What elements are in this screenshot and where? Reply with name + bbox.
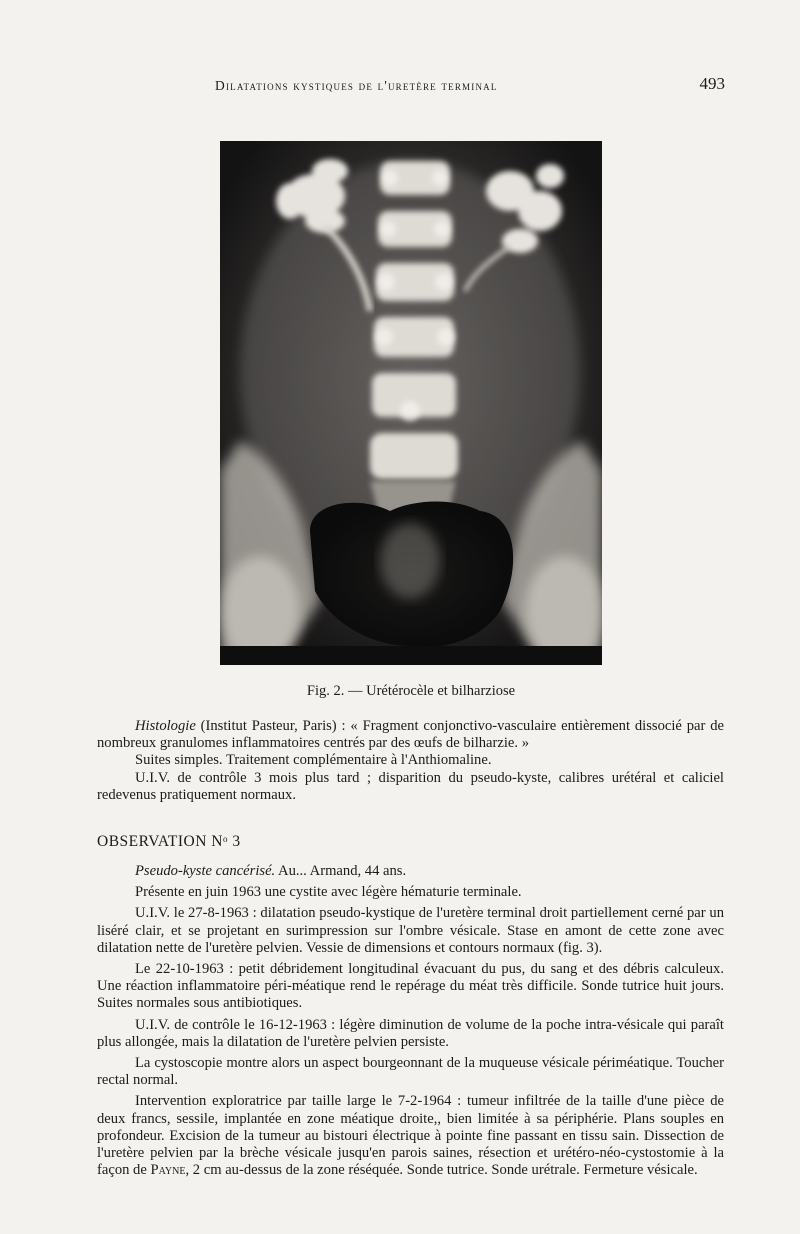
running-title: Dilatations kystiques de l'uretère terminal <box>215 78 498 93</box>
running-header <box>97 76 725 98</box>
paragraph: Le 22-10-1963 : petit débridement longitudinal évacuant du pus, du sang et des débris calculeux. Une réaction inflammatoire péri-méatique rend le repérage du méat très difficile. Sonde tutrice huit jours. Suites normales sous antibiotiques. <box>97 961 724 1012</box>
suites-paragraph: Suites simples. Traitement complémentaire à l'Anthiomaline. <box>135 752 492 769</box>
section-heading: OBSERVATION $N^o$ 3 <box>97 833 241 850</box>
paragraph: Intervention exploratrice par taille large le 7-2-1964 : tumeur infiltrée de la taille d'une pièce de deux francs, sessile, implantée en zone méatique droite,, bien limitée à sa périphérie. Plans souples en profondeur. Excision de la tumeur au bistouri électrique à pointe fine passant en tissu sain. Dissection de l'uretère pelvien par la brèche vésicale jusqu'en parois saines, résection et urétéro-néo-cystostomie à la façon de Payne, 2 cm au-dessus de la zone réséquée. Sonde tutrice. Sonde urétrale. Fermeture vésicale. <box>97 1093 724 1179</box>
histology-block <box>97 718 724 804</box>
histology-text: (Institut Pasteur, Paris) : « Fragment conjonctivo-vasculaire entièrement dissocié par de nombreux granulomes inflammatoires centrés par des œufs de bilharzie. » <box>97 718 724 752</box>
paragraph: U.I.V. de contrôle le 16-12-1963 : légère diminution de volume de la poche intra-vésicale qui paraît plus allongée, mais la dilatation de l'uretère pelvien persiste. <box>97 1016 724 1050</box>
page-number: 493 <box>699 74 725 93</box>
figure-caption: Fig. 2. — Urétérocèle et bilharziose <box>306 683 516 699</box>
xray-figure <box>220 141 602 665</box>
observation-block <box>97 863 724 1179</box>
observation-subtitle: Pseudo-kyste cancérisé. Au... Armand, 44 ans. <box>135 863 407 879</box>
uiv-control-paragraph: U.I.V. de contrôle 3 mois plus tard ; disparition du pseudo-kyste, calibres urétéral et caliciel redevenus pratiquement normaux. <box>97 769 724 803</box>
xray-image <box>220 141 602 665</box>
histology-paragraph <box>97 718 724 752</box>
surname-payne: Payne <box>150 1162 186 1179</box>
paragraph: La cystoscopie montre alors un aspect bourgeonnant de la muqueuse vésicale périméatique. Toucher rectal normal. <box>97 1055 724 1089</box>
paragraph: U.I.V. le 27-8-1963 : dilatation pseudo-kystique de l'uretère terminal droit partiellement cerné par un liséré clair, et se projetant en surimpression sur l'ombre vésicale. Stase en amont de cette zone avec dilatation nette de l'uretère pelvien. Vessie de dimensions et contours normaux (fig. 3). <box>97 905 724 956</box>
paragraph: Présente en juin 1963 une cystite avec légère hématurie terminale. <box>135 884 522 901</box>
histology-label: Histologie <box>135 718 196 734</box>
